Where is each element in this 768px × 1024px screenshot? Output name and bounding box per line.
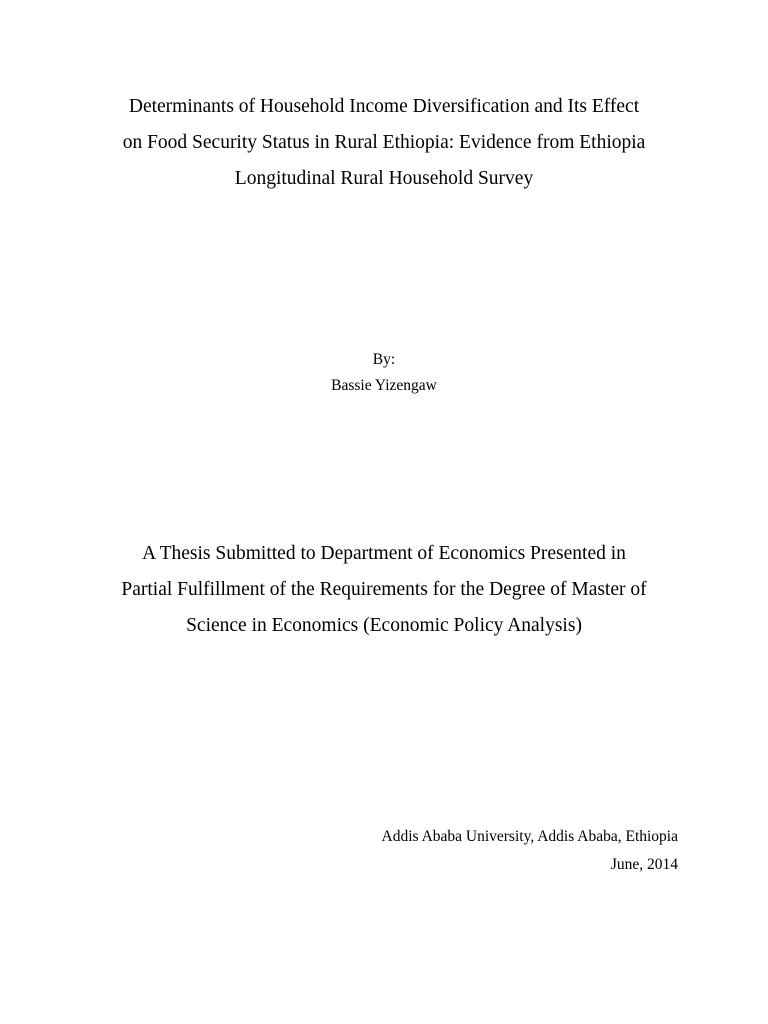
submission-line-3: Science in Economics (Economic Policy Analysis) — [186, 615, 582, 636]
submission-line-1: A Thesis Submitted to Department of Economics Presented in — [142, 543, 626, 564]
institution-line: Addis Ababa University, Addis Ababa, Ethiopia — [381, 828, 678, 845]
thesis-title — [0, 89, 768, 197]
author-name: Bassie Yizengaw — [331, 377, 437, 394]
by-label: By: — [372, 351, 396, 368]
thesis-title-line-2: on Food Security Status in Rural Ethiopia: Evidence from Ethiopia — [122, 132, 646, 153]
submission-statement — [0, 536, 768, 644]
submission-line-2: Partial Fulfillment of the Requirements for the Degree of Master of — [121, 579, 647, 600]
submission-date: June, 2014 — [610, 856, 678, 873]
author-block — [0, 347, 768, 399]
thesis-title-line-3: Longitudinal Rural Household Survey — [234, 168, 534, 189]
thesis-title-line-1: Determinants of Household Income Diversification and Its Effect — [128, 96, 640, 117]
